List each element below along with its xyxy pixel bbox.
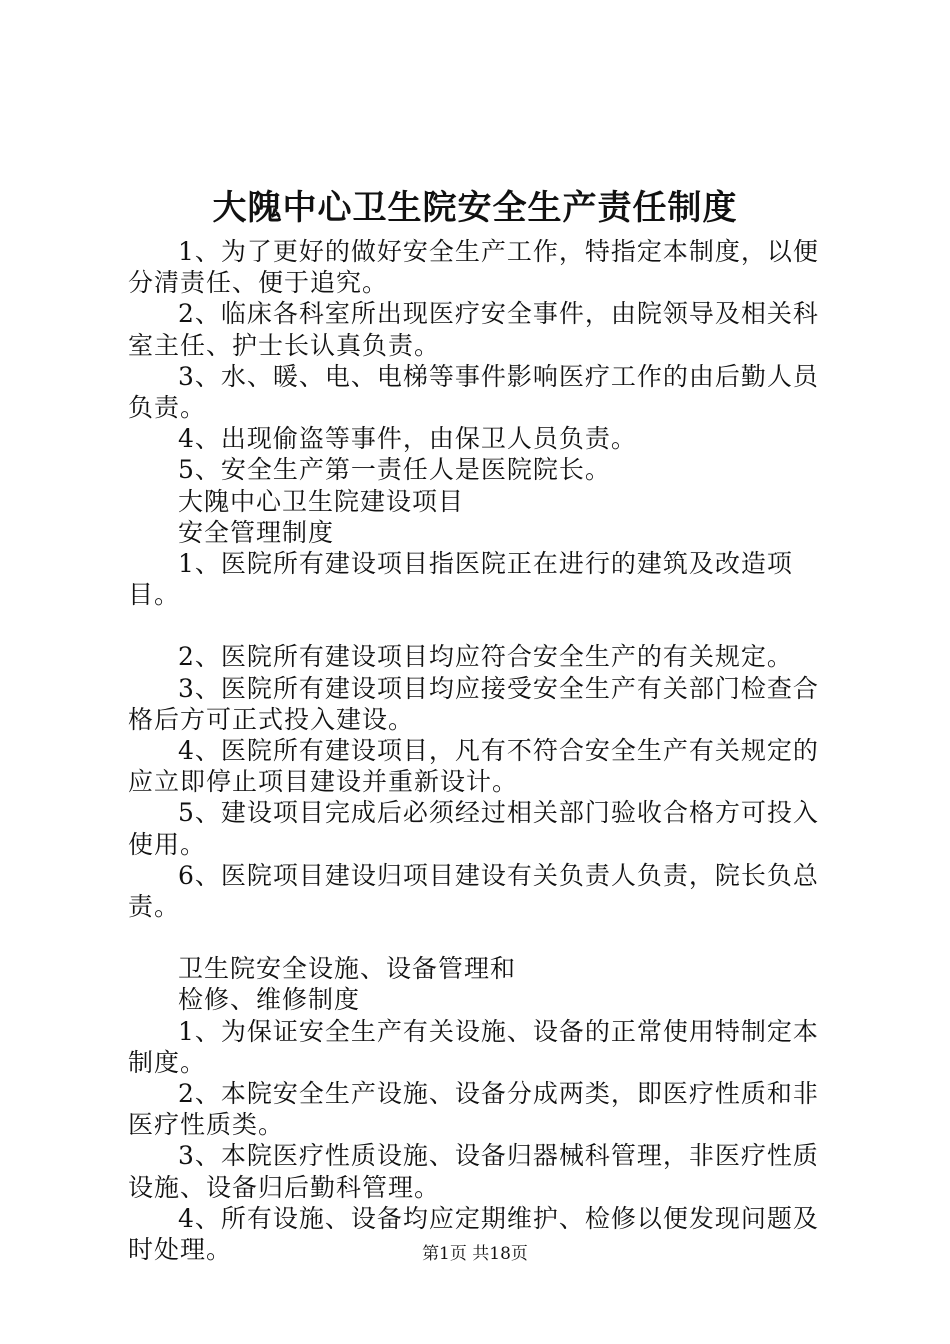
page-number: 第1页 共18页 <box>422 1244 528 1264</box>
paragraph: 5、建设项目完成后必须经过相关部门验收合格方可投入使用。 <box>128 798 819 859</box>
section-heading: 安全管理制度 <box>178 517 335 547</box>
paragraph: 4、所有设施、设备均应定期维护、检修以便发现问题及时处理。 <box>128 1203 819 1265</box>
paragraph: 3、医院所有建设项目均应接受安全生产有关部门检查合格后方可正式投入建设。 <box>128 673 819 734</box>
document-title: 大隗中心卫生院安全生产责任制度 <box>212 188 738 228</box>
paragraph: 1、为了更好的做好安全生产工作，特指定本制度，以便分清责任、便于追究。 <box>128 237 819 298</box>
paragraph: 2、临床各科室所出现医疗安全事件，由院领导及相关科室主任、护士长认真负责。 <box>128 299 819 360</box>
section-heading: 卫生院安全设施、设备管理和 <box>178 954 517 984</box>
document-body <box>128 236 840 1265</box>
section-heading: 检修、维修制度 <box>178 985 361 1015</box>
paragraph: 1、医院所有建设项目指医院正在进行的建筑及改造项目。 <box>128 549 793 610</box>
paragraph: 5、安全生产第一责任人是医院院长。 <box>178 455 611 485</box>
paragraph: 6、医院项目建设归项目建设有关负责人负责，院长负总责。 <box>128 860 819 922</box>
paragraph: 1、为保证安全生产有关设施、设备的正常使用特制定本制度。 <box>128 1016 819 1077</box>
paragraph: 3、水、暖、电、电梯等事件影响医疗工作的由后勤人员负责。 <box>128 361 819 423</box>
paragraph: 2、医院所有建设项目均应符合安全生产的有关规定。 <box>178 642 793 672</box>
paragraph: 3、本院医疗性质设施、设备归器械科管理，非医疗性质设施、设备归后勤科管理。 <box>128 1141 819 1202</box>
paragraph: 4、医院所有建设项目，凡有不符合安全生产有关规定的应立即停止项目建设并重新设计。 <box>128 736 819 797</box>
section-heading: 大隗中心卫生院建设项目 <box>178 486 465 516</box>
paragraph: 2、本院安全生产设施、设备分成两类，即医疗性质和非医疗性质类。 <box>128 1079 819 1140</box>
paragraph: 4、出现偷盗等事件，由保卫人员负责。 <box>178 424 637 454</box>
